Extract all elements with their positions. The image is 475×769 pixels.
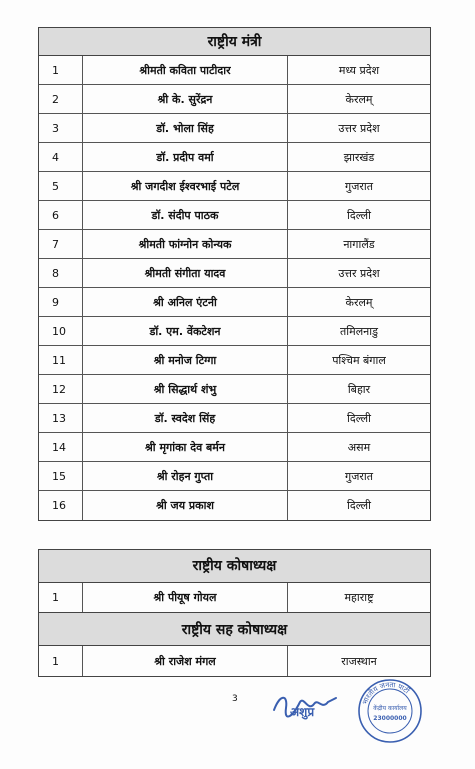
table-row	[39, 85, 430, 114]
page-number: 3	[232, 694, 238, 704]
state-name: दिल्ली	[347, 208, 371, 222]
table-row	[39, 491, 430, 520]
table-row	[39, 201, 430, 230]
stamp-line1: केंद्रीय कार्यालय	[373, 705, 407, 712]
state-name: झारखंड	[343, 150, 375, 164]
serial-number: 7	[39, 230, 83, 258]
person-name: डॉ. एम. वेंकटेशन	[83, 317, 288, 345]
serial-number: 1	[39, 583, 83, 612]
serial-number: 6	[39, 201, 83, 229]
person-name: श्री राजेश मंगल	[83, 646, 288, 676]
table-row	[39, 583, 430, 612]
state-name: उत्तर प्रदेश	[338, 266, 380, 280]
table-row	[39, 143, 430, 172]
office-stamp	[356, 677, 424, 745]
state-name: उत्तर प्रदेश	[338, 121, 380, 135]
person-name: श्रीमती फांग्नोन कोन्यक	[83, 230, 288, 258]
person-name: डॉ. भोला सिंह	[83, 114, 288, 142]
person-name: श्री जय प्रकाश	[83, 491, 288, 520]
state-name: दिल्ली	[347, 499, 371, 512]
state-name: केरलम्	[345, 295, 373, 309]
serial-number: 1	[39, 56, 83, 84]
co-treasurer-table-title: राष्ट्रीय सह कोषाध्यक्ष	[39, 612, 430, 646]
person-name: डॉ. स्वदेश सिंह	[83, 404, 288, 432]
serial-number: 10	[39, 317, 83, 345]
treasurer-table-title: राष्ट्रीय कोषाध्यक्ष	[39, 550, 430, 583]
table-row	[39, 317, 430, 346]
person-name: श्रीमती संगीता यादव	[83, 259, 288, 287]
co-treasurer-table-body	[39, 646, 430, 676]
serial-number: 8	[39, 259, 83, 287]
table-row	[39, 646, 430, 676]
stamp-line2: 23000000	[373, 715, 407, 722]
person-name: श्रीमती कविता पाटीदार	[83, 56, 288, 84]
state-name: केरलम्	[345, 92, 373, 106]
state-name: महाराष्ट्र	[344, 591, 374, 604]
state-name: तमिलनाडु	[340, 324, 378, 338]
serial-number: 4	[39, 143, 83, 171]
table-row	[39, 172, 430, 201]
state-name: गुजरात	[345, 469, 373, 483]
person-name: श्री रोहन गुप्ता	[83, 462, 288, 490]
serial-number: 11	[39, 346, 83, 374]
table-row	[39, 259, 430, 288]
table-row	[39, 375, 430, 404]
state-name: दिल्ली	[347, 411, 371, 425]
ministers-table-body	[39, 56, 430, 520]
serial-number: 16	[39, 491, 83, 520]
ministers-table	[38, 27, 431, 521]
serial-number: 1	[39, 646, 83, 676]
table-row	[39, 114, 430, 143]
serial-number: 12	[39, 375, 83, 403]
person-name: श्री पीयूष गोयल	[83, 583, 288, 612]
table-row	[39, 404, 430, 433]
serial-number: 2	[39, 85, 83, 113]
table-row	[39, 346, 430, 375]
table-row	[39, 433, 430, 462]
serial-number: 9	[39, 288, 83, 316]
ministers-table-title: राष्ट्रीय मंत्री	[39, 28, 430, 56]
state-name: मध्य प्रदेश	[338, 63, 380, 77]
serial-number: 5	[39, 172, 83, 200]
serial-number: 13	[39, 404, 83, 432]
person-name: श्री अनिल एंटनी	[83, 288, 288, 316]
person-name: श्री सिद्धार्थ शंभु	[83, 375, 288, 403]
serial-number: 14	[39, 433, 83, 461]
state-name: असम	[347, 440, 371, 454]
state-name: पश्चिम बंगाल	[332, 353, 386, 367]
stamp-top-text: भारतीय जनता पार्टी	[360, 680, 411, 706]
treasurer-table-body	[39, 583, 430, 612]
treasurer-table	[38, 549, 431, 677]
signature	[270, 688, 350, 724]
state-name: नागालैंड	[343, 237, 375, 251]
signature-text: अशुप्र	[290, 705, 315, 719]
serial-number: 3	[39, 114, 83, 142]
table-row	[39, 230, 430, 259]
state-name: राजस्थान	[341, 654, 377, 668]
serial-number: 15	[39, 462, 83, 490]
person-name: श्री मृगांका देव बर्मन	[83, 433, 288, 461]
person-name: डॉ. प्रदीप वर्मा	[83, 143, 288, 171]
table-row	[39, 288, 430, 317]
person-name: श्री जगदीश ईश्वरभाई पटेल	[83, 172, 288, 200]
table-row	[39, 56, 430, 85]
person-name: डॉ. संदीप पाठक	[83, 201, 288, 229]
person-name: श्री मनोज टिग्गा	[83, 346, 288, 374]
state-name: गुजरात	[345, 179, 373, 193]
state-name: बिहार	[347, 382, 371, 396]
table-row	[39, 462, 430, 491]
person-name: श्री के. सुरेंद्रन	[83, 85, 288, 113]
